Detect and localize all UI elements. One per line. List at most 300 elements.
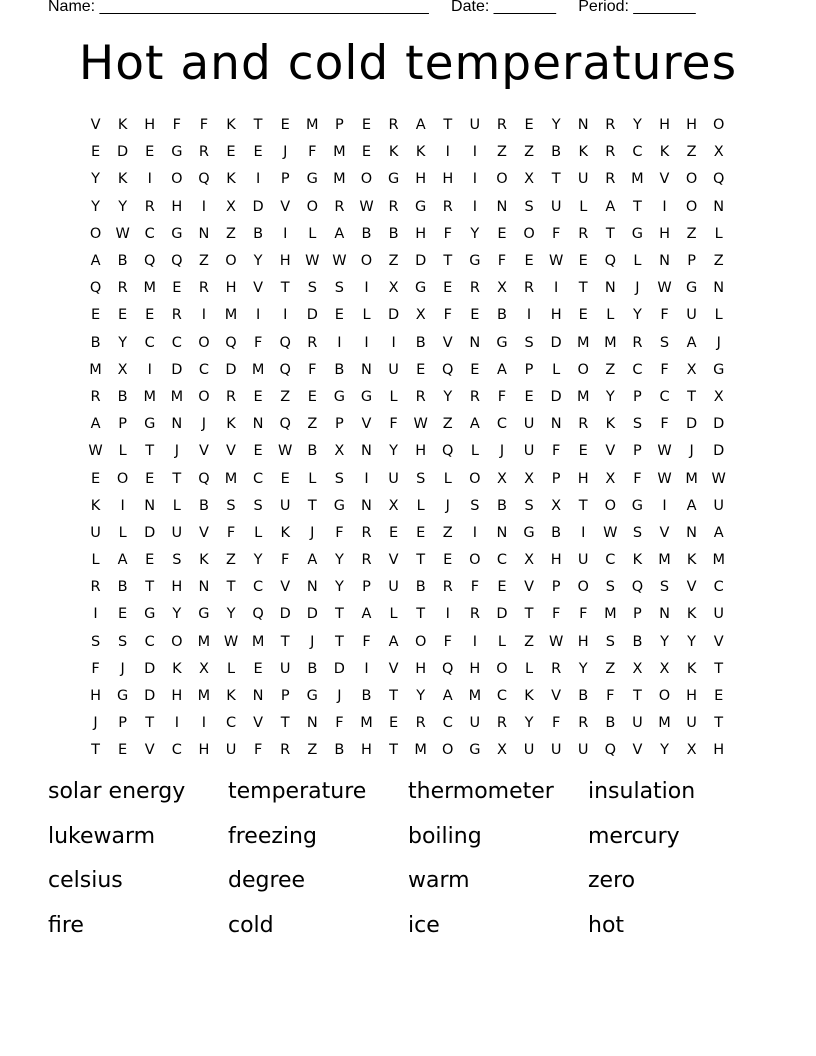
grid-letter: X (686, 742, 697, 759)
grid-letter: R (415, 388, 426, 405)
grid-letter: H (577, 633, 589, 650)
word-list-item: warm (408, 868, 470, 894)
grid-letter: R (334, 198, 345, 215)
grid-letter: G (333, 497, 346, 514)
grid-letter: E (714, 688, 724, 705)
grid-letter: D (171, 361, 183, 378)
word-list-item: hot (588, 912, 625, 938)
grid-letter: V (605, 443, 616, 460)
grid-letter: W (548, 633, 564, 650)
grid-letter: Q (198, 470, 210, 487)
grid-letter: J (716, 334, 721, 351)
grid-letter: R (578, 225, 589, 242)
grid-letter: G (496, 334, 508, 351)
grid-letter: W (413, 416, 428, 433)
grid-letter: S (90, 633, 101, 650)
grid-letter: O (360, 171, 373, 188)
grid-letter: F (443, 225, 452, 242)
grid-letter: W (359, 198, 374, 215)
grid-letter: C (253, 579, 264, 596)
grid-letter: J (445, 497, 450, 514)
grid-letter: M (333, 171, 346, 188)
grid-letter: E (90, 307, 101, 324)
grid-letter: O (496, 171, 508, 188)
grid-letter: W (603, 524, 618, 541)
grid-row (82, 139, 732, 166)
grid-letter: P (280, 688, 290, 705)
grid-letter: W (223, 633, 239, 650)
grid-letter: F (253, 742, 263, 759)
grid-letter: A (686, 334, 697, 351)
grid-letter: X (524, 552, 535, 569)
grid-letter: M (604, 334, 617, 351)
grid-letter: R (388, 198, 399, 215)
grid-letter: Q (442, 660, 454, 677)
grid-letter: L (308, 225, 317, 242)
grid-letter: K (226, 416, 236, 433)
grid-letter: P (335, 117, 344, 134)
grid-letter: H (198, 742, 210, 759)
grid-letter: R (578, 416, 589, 433)
grid-letter: M (658, 715, 671, 732)
word-list (48, 777, 768, 941)
grid-letter: N (496, 524, 508, 541)
grid-letter: G (360, 388, 373, 405)
word-list-item: freezing (228, 823, 317, 849)
grid-letter: N (361, 497, 372, 514)
grid-letter: E (578, 443, 588, 460)
grid-letter: E (280, 117, 290, 134)
grid-row (82, 411, 732, 438)
grid-letter: I (581, 524, 586, 541)
grid-letter: Y (334, 552, 344, 569)
grid-letter: E (145, 307, 155, 324)
grid-letter: I (147, 361, 152, 378)
grid-letter: Y (470, 225, 480, 242)
grid-letter: X (415, 307, 426, 324)
grid-letter: R (117, 280, 128, 297)
grid-letter: F (660, 361, 669, 378)
grid-letter: L (714, 225, 723, 242)
grid-letter: R (280, 742, 291, 759)
grid-letter: G (198, 606, 210, 623)
grid-letter: G (685, 280, 698, 297)
grid-row (82, 384, 732, 411)
grid-letter: U (90, 524, 101, 541)
grid-letter: Q (89, 280, 102, 297)
grid-letter: I (337, 334, 342, 351)
grid-letter: W (548, 253, 564, 270)
grid-letter: X (659, 660, 670, 677)
worksheet-header: Name: _____________________________________ Date: _______ Period: _______ (48, 0, 696, 15)
grid-letter: C (171, 334, 182, 351)
grid-letter: S (524, 334, 534, 351)
grid-letter: W (711, 470, 726, 487)
word-list-item: degree (228, 868, 306, 894)
grid-letter: W (88, 443, 103, 460)
grid-letter: V (713, 633, 724, 650)
grid-letter: H (415, 660, 427, 677)
grid-letter: U (171, 524, 183, 541)
grid-letter: D (252, 198, 264, 215)
grid-letter: T (578, 280, 588, 297)
grid-letter: I (445, 606, 450, 623)
grid-letter: Z (442, 416, 453, 433)
grid-letter: D (550, 334, 562, 351)
grid-letter: P (335, 416, 344, 433)
grid-letter: E (90, 144, 101, 161)
grid-letter: G (713, 361, 725, 378)
grid-letter: C (442, 715, 453, 732)
grid-letter: R (307, 334, 318, 351)
grid-letter: R (442, 198, 453, 215)
grid-letter: O (171, 171, 183, 188)
grid-letter: D (306, 307, 318, 324)
grid-letter: K (415, 144, 426, 161)
grid-letter: N (252, 688, 264, 705)
grid-letter: W (657, 470, 672, 487)
grid-letter: A (90, 416, 101, 433)
grid-letter: T (714, 715, 724, 732)
grid-letter: V (90, 117, 101, 134)
grid-letter: S (605, 633, 615, 650)
grid-letter: U (388, 579, 399, 596)
grid-letter: Z (388, 253, 399, 270)
grid-letter: R (442, 579, 453, 596)
grid-letter: E (524, 253, 534, 270)
grid-letter: B (415, 579, 426, 596)
letter-grid (82, 112, 732, 765)
grid-letter: M (468, 688, 482, 705)
grid-letter: N (659, 253, 670, 270)
word-list-item: solar energy (48, 779, 186, 804)
grid-letter: Q (712, 171, 725, 188)
grid-letter: X (551, 497, 562, 514)
grid-letter: Z (226, 552, 236, 569)
grid-letter: M (89, 361, 102, 378)
word-list-item: boiling (408, 823, 482, 849)
grid-letter: H (659, 117, 670, 134)
grid-letter: M (576, 334, 590, 351)
grid-letter: W (278, 443, 293, 460)
grid-letter: V (198, 443, 209, 460)
grid-letter: I (120, 497, 125, 514)
grid-letter: C (144, 225, 155, 242)
grid-letter: Y (632, 307, 642, 324)
grid-letter: L (172, 497, 181, 514)
grid-letter: M (170, 388, 184, 405)
grid-letter: U (225, 742, 237, 759)
grid-row (82, 248, 732, 275)
grid-letter: E (253, 443, 263, 460)
grid-letter: A (469, 416, 480, 433)
grid-letter: O (577, 361, 589, 378)
grid-letter: A (388, 633, 399, 650)
word-list-item: temperature (228, 779, 367, 804)
grid-letter: F (91, 660, 100, 677)
grid-letter: K (280, 524, 290, 541)
grid-letter: F (579, 606, 588, 623)
grid-letter: F (660, 307, 669, 324)
grid-letter: Y (551, 117, 561, 134)
grid-letter: M (306, 117, 319, 134)
grid-letter: V (388, 552, 399, 569)
grid-letter: N (361, 443, 372, 460)
grid-letter: L (714, 307, 723, 324)
grid-letter: R (469, 280, 480, 297)
grid-letter: Q (225, 334, 237, 351)
grid-letter: X (496, 742, 507, 759)
grid-letter: C (496, 688, 508, 705)
grid-letter: G (306, 171, 318, 188)
grid-letter: U (388, 361, 399, 378)
grid-letter: L (470, 443, 479, 460)
grid-row (82, 112, 732, 139)
grid-letter: G (117, 688, 129, 705)
grid-letter: I (255, 307, 261, 324)
grid-letter: O (577, 579, 589, 596)
grid-letter: I (364, 470, 369, 487)
grid-letter: X (388, 497, 399, 514)
grid-letter: S (659, 579, 670, 596)
grid-letter: G (333, 388, 346, 405)
grid-letter: G (631, 225, 644, 242)
grid-letter: R (496, 715, 507, 732)
grid-letter: K (686, 606, 697, 623)
grid-letter: M (604, 606, 617, 623)
word-list-item: cold (228, 912, 274, 938)
grid-letter: I (364, 660, 369, 677)
grid-letter: I (283, 307, 288, 324)
grid-letter: K (226, 688, 236, 705)
grid-letter: K (226, 171, 236, 188)
grid-letter: O (523, 225, 535, 242)
grid-letter: F (308, 144, 317, 161)
grid-letter: X (198, 660, 209, 677)
grid-letter: H (442, 171, 454, 188)
grid-letter: L (118, 524, 127, 541)
grid-letter: N (171, 416, 183, 433)
grid-letter: B (117, 388, 128, 405)
grid-letter: R (388, 117, 399, 134)
grid-letter: B (334, 742, 345, 759)
grid-letter: I (201, 198, 207, 215)
grid-letter: N (252, 416, 264, 433)
grid-letter: H (171, 579, 183, 596)
grid-letter: K (659, 144, 670, 161)
grid-letter: Y (524, 715, 534, 732)
word-list-item: fire (48, 912, 84, 938)
grid-letter: C (144, 633, 155, 650)
grid-letter: Y (660, 633, 669, 650)
grid-letter: Y (443, 388, 453, 405)
grid-letter: F (443, 307, 452, 324)
grid-letter: E (443, 280, 453, 297)
grid-letter: A (442, 688, 453, 705)
grid-letter: J (174, 443, 179, 460)
grid-letter: L (254, 524, 263, 541)
grid-letter: G (306, 688, 318, 705)
grid-letter: T (226, 579, 236, 596)
grid-letter: W (115, 225, 130, 242)
grid-letter: Q (279, 416, 291, 433)
grid-letter: S (632, 524, 643, 541)
grid-letter: P (551, 470, 561, 487)
grid-letter: L (362, 307, 371, 324)
grid-letter: Y (91, 198, 100, 215)
grid-letter: F (253, 334, 263, 351)
grid-letter: K (226, 117, 236, 134)
grid-letter: X (713, 388, 724, 405)
grid-letter: H (686, 688, 698, 705)
grid-letter: O (469, 470, 481, 487)
grid-letter: W (657, 443, 672, 460)
grid-row (82, 330, 732, 357)
grid-letter: P (633, 443, 642, 460)
grid-letter: E (578, 253, 588, 270)
grid-letter: U (713, 497, 725, 514)
grid-letter: E (253, 660, 263, 677)
grid-letter: D (279, 606, 291, 623)
grid-letter: F (551, 225, 561, 242)
grid-letter: A (361, 606, 372, 623)
grid-letter: U (577, 171, 589, 188)
word-list-item: insulation (588, 779, 696, 804)
grid-letter: R (605, 171, 616, 188)
grid-letter: A (686, 497, 697, 514)
grid-letter: B (361, 688, 372, 705)
grid-letter: I (283, 225, 288, 242)
grid-letter: I (201, 715, 207, 732)
grid-letter: F (551, 606, 561, 623)
grid-letter: V (686, 579, 697, 596)
grid-letter: E (226, 144, 236, 161)
grid-letter: N (577, 117, 589, 134)
grid-letter: M (197, 688, 211, 705)
grid-letter: I (526, 307, 532, 324)
grid-letter: B (361, 225, 372, 242)
grid-letter: B (415, 334, 426, 351)
grid-letter: D (713, 443, 725, 460)
grid-letter: Q (279, 361, 291, 378)
grid-letter: Y (226, 606, 236, 623)
grid-letter: A (605, 198, 616, 215)
grid-letter: U (469, 715, 481, 732)
grid-row (82, 574, 732, 601)
grid-letter: O (658, 688, 671, 705)
grid-letter: J (201, 416, 207, 433)
grid-letter: F (389, 416, 398, 433)
grid-letter: P (524, 361, 534, 378)
grid-letter: O (414, 633, 427, 650)
grid-letter: O (360, 253, 373, 270)
grid-letter: D (117, 144, 129, 161)
grid-letter: P (633, 606, 642, 623)
grid-letter: K (117, 171, 128, 188)
grid-letter: R (469, 606, 480, 623)
grid-letter: Z (307, 416, 318, 433)
grid-letter: M (712, 552, 725, 569)
grid-letter: F (226, 524, 236, 541)
grid-letter: S (118, 633, 128, 650)
grid-letter: Z (524, 144, 535, 161)
grid-letter: N (144, 497, 156, 514)
grid-letter: J (689, 443, 694, 460)
grid-letter: Q (144, 253, 156, 270)
word-list-item: zero (588, 868, 636, 894)
grid-letter: T (172, 470, 182, 487)
grid-letter: F (199, 117, 209, 134)
grid-letter: V (551, 688, 562, 705)
grid-letter: I (93, 606, 98, 623)
grid-letter: S (524, 497, 534, 514)
grid-letter: Z (686, 144, 697, 161)
grid-letter: H (713, 742, 725, 759)
grid-letter: K (199, 552, 209, 569)
grid-letter: O (712, 117, 725, 134)
grid-letter: C (659, 388, 670, 405)
grid-letter: K (90, 497, 101, 514)
grid-row (82, 493, 732, 520)
grid-letter: I (472, 633, 477, 650)
grid-letter: I (201, 307, 207, 324)
grid-letter: U (523, 443, 535, 460)
grid-letter: X (524, 470, 535, 487)
grid-letter: W (657, 280, 672, 297)
grid-letter: N (198, 579, 210, 596)
grid-letter: T (714, 660, 724, 677)
grid-letter: H (415, 443, 427, 460)
grid-letter: C (713, 579, 724, 596)
grid-letter: E (524, 117, 534, 134)
grid-letter: A (713, 524, 724, 541)
grid-letter: S (524, 198, 534, 215)
grid-letter: G (469, 253, 481, 270)
grid-letter: T (334, 606, 344, 623)
grid-row (82, 520, 732, 547)
grid-letter: X (117, 361, 128, 378)
grid-letter: U (469, 117, 481, 134)
grid-letter: F (497, 253, 507, 270)
grid-letter: H (171, 198, 183, 215)
grid-letter: Z (307, 742, 318, 759)
grid-letter: O (225, 253, 237, 270)
grid-letter: E (280, 470, 290, 487)
grid-letter: V (659, 524, 670, 541)
grid-letter: T (578, 497, 588, 514)
grid-letter: H (279, 253, 291, 270)
grid-letter: H (550, 307, 562, 324)
grid-letter: S (334, 470, 344, 487)
grid-letter: V (280, 579, 291, 596)
grid-letter: V (361, 416, 372, 433)
grid-letter: A (307, 552, 318, 569)
grid-letter: R (469, 388, 480, 405)
grid-letter: B (117, 579, 128, 596)
grid-letter: Y (578, 660, 588, 677)
grid-letter: V (632, 742, 643, 759)
grid-letter: N (550, 416, 562, 433)
grid-letter: N (361, 361, 372, 378)
grid-letter: R (198, 280, 209, 297)
grid-letter: O (198, 388, 210, 405)
grid-letter: F (660, 416, 669, 433)
grid-letter: B (551, 524, 562, 541)
grid-letter: U (550, 198, 562, 215)
grid-letter: Y (416, 688, 426, 705)
grid-letter: H (144, 117, 156, 134)
grid-row (82, 166, 732, 193)
